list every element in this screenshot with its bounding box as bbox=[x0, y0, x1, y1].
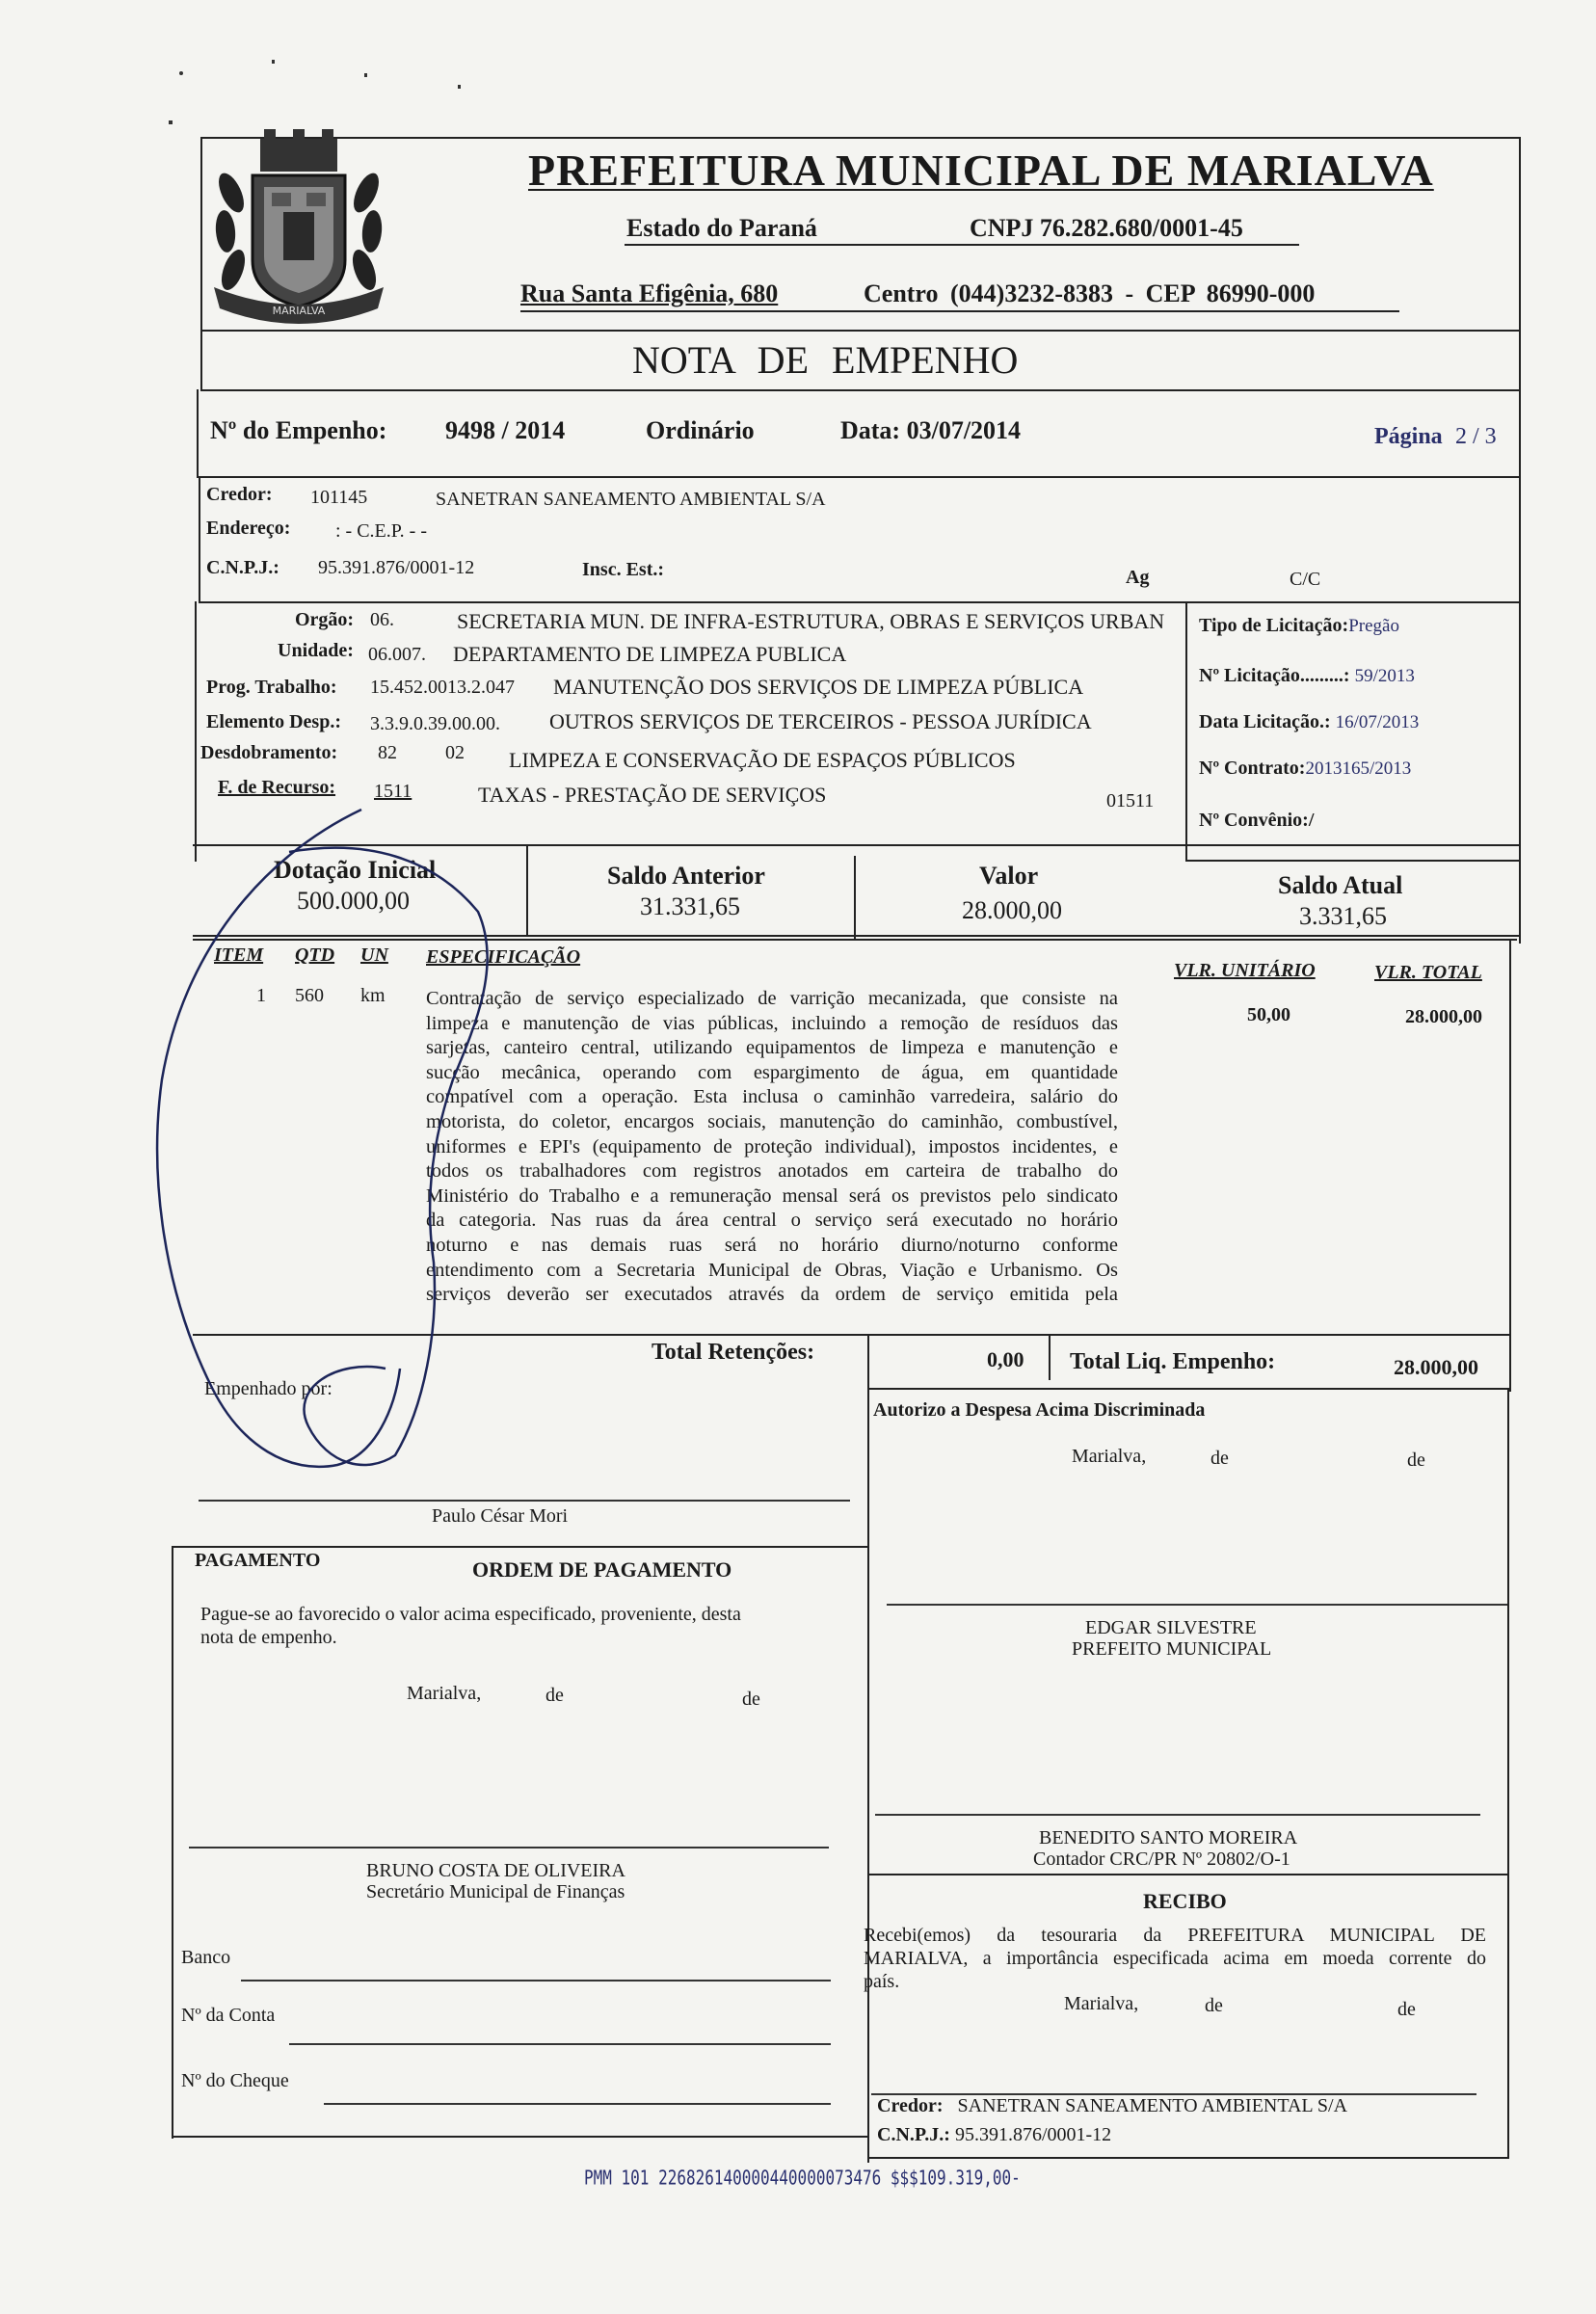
fonte-code: 1511 bbox=[374, 781, 412, 802]
recibo-city: Marialva, bbox=[1064, 1993, 1139, 2014]
pagamento-text-1: Pague-se ao favorecido o valor acima especificado, proveniente, desta bbox=[200, 1604, 741, 1625]
contador-name: BENEDITO SANTO MOREIRA bbox=[1039, 1827, 1298, 1849]
spec-line: uniformes e EPI's (equipamento de proteção individual), impostos incidentes, e bbox=[426, 1135, 1118, 1157]
item-unit: 50,00 bbox=[1247, 1004, 1290, 1025]
desd-code1: 82 bbox=[378, 742, 397, 763]
recibo-text bbox=[864, 1924, 1486, 1993]
contador-sigline bbox=[875, 1814, 1480, 1816]
unidade-desc: DEPARTAMENTO DE LIMPEZA PUBLICA bbox=[453, 642, 847, 666]
credor-label: Credor: bbox=[206, 484, 273, 505]
saldo-atual-label: Saldo Atual bbox=[1278, 871, 1403, 899]
elem-code: 3.3.9.0.39.00.00. bbox=[370, 713, 500, 734]
empenho-num-label: Nº do Empenho: bbox=[210, 416, 387, 444]
spec-line: Contratação de serviço especializado de varrição mecanizada, que consiste na bbox=[426, 988, 1118, 1009]
contador-role: Contador CRC/PR Nº 20802/O-1 bbox=[1033, 1849, 1290, 1870]
licit-convenio: Nº Convênio:/ bbox=[1199, 810, 1315, 831]
licit-data-label: Data Licitação.: bbox=[1199, 711, 1331, 732]
empenhado-sigline bbox=[199, 1500, 850, 1502]
pagamento-de2: de bbox=[742, 1689, 760, 1710]
empenho-type: Ordinário bbox=[646, 416, 755, 444]
recibo-de2: de bbox=[1397, 1999, 1416, 2020]
endereco-label: Endereço: bbox=[206, 518, 291, 539]
licit-contrato-value: 2013165/2013 bbox=[1305, 758, 1412, 779]
recibo-cnpj-label: C.N.P.J.: bbox=[877, 2124, 950, 2145]
recibo-line: país. bbox=[864, 1971, 900, 1992]
col-item: ITEM bbox=[214, 944, 264, 966]
ag-label: Ag bbox=[1126, 567, 1150, 588]
pagamento-label: PAGAMENTO bbox=[195, 1550, 321, 1571]
item-qtd: 560 bbox=[295, 985, 324, 1006]
doc-title: NOTA DE EMPENHO bbox=[632, 338, 1019, 382]
financas-role: Secretário Municipal de Finanças bbox=[366, 1881, 625, 1902]
retencoes-label: Total Retenções: bbox=[652, 1340, 815, 1365]
col-spec: ESPECIFICAÇÃO bbox=[426, 946, 581, 968]
licit-num-value: 59/2013 bbox=[1354, 666, 1415, 686]
spec-line: entendimento com a Secretaria Municipal de Obras, Viação e Urbanismo. Os bbox=[426, 1259, 1118, 1281]
financas-sigline bbox=[189, 1847, 829, 1849]
prefeito-sigline bbox=[887, 1604, 1507, 1606]
pagamento-text-2: nota de empenho. bbox=[200, 1627, 337, 1648]
col-total: VLR. TOTAL bbox=[1374, 962, 1482, 983]
col-unit: VLR. UNITÁRIO bbox=[1174, 960, 1316, 981]
cheque-field[interactable] bbox=[324, 2103, 831, 2105]
licit-num bbox=[1199, 665, 1415, 687]
empenho-num-value: 9498 / 2014 bbox=[445, 416, 566, 444]
autorizo-de1: de bbox=[1210, 1448, 1229, 1469]
spec-line: serviços deverão ser executados através da ordem de serviço emitida pela bbox=[426, 1284, 1118, 1306]
dotacao-inicial-label: Dotação Inicial bbox=[274, 856, 437, 884]
recibo-cnpj bbox=[877, 2124, 1111, 2146]
paper-speck bbox=[458, 85, 461, 89]
spec-line: da categoria. Nas ruas da área central o serviço será executado no horário bbox=[426, 1210, 1118, 1232]
cnpj-label: C.N.P.J.: bbox=[206, 557, 279, 578]
licit-tipo-label: Tipo de Licitação: bbox=[1199, 615, 1349, 636]
licit-data-value: 16/07/2013 bbox=[1335, 712, 1420, 732]
spec-line: sarjetas, canteiro central, utilizando equipamentos de limpeza e manutenção e bbox=[426, 1037, 1118, 1059]
pagamento-city: Marialva, bbox=[407, 1683, 482, 1704]
recibo-line: Recebi(emos) da tesouraria da PREFEITURA MUNICIPAL DE bbox=[864, 1925, 1486, 1946]
autorizo-de2: de bbox=[1407, 1450, 1425, 1471]
licit-contrato bbox=[1199, 758, 1411, 780]
recibo-title: RECIBO bbox=[1143, 1889, 1227, 1913]
col-un: UN bbox=[360, 944, 388, 966]
liq-value: 28.000,00 bbox=[1394, 1355, 1478, 1379]
item-total: 28.000,00 bbox=[1405, 1006, 1482, 1027]
cheque-label: Nº do Cheque bbox=[181, 2070, 289, 2091]
licit-tipo-value: Pregão bbox=[1348, 616, 1399, 636]
dotacao-inicial-value: 500.000,00 bbox=[297, 887, 410, 915]
pagamento-de1: de bbox=[545, 1685, 564, 1706]
header-cnpj: CNPJ 76.282.680/0001-45 bbox=[970, 214, 1243, 242]
conta-field[interactable] bbox=[289, 2043, 831, 2045]
prefeito-name: EDGAR SILVESTRE bbox=[1085, 1617, 1257, 1638]
elem-desc: OUTROS SERVIÇOS DE TERCEIROS - PESSOA JURÍDICA bbox=[549, 709, 1092, 733]
recibo-credor-value: SANETRAN SANEAMENTO AMBIENTAL S/A bbox=[957, 2095, 1348, 2116]
banco-field[interactable] bbox=[241, 1980, 831, 1982]
retencoes-value: 0,00 bbox=[987, 1347, 1024, 1371]
licit-tipo bbox=[1199, 615, 1399, 637]
fonte-code2: 01511 bbox=[1106, 790, 1155, 811]
orgao-desc: SECRETARIA MUN. DE INFRA-ESTRUTURA, OBRAS E SERVIÇOS URBAN bbox=[457, 609, 1165, 633]
conta-label: Nº da Conta bbox=[181, 2005, 276, 2026]
desd-desc: LIMPEZA E CONSERVAÇÃO DE ESPAÇOS PÚBLICOS bbox=[509, 748, 1016, 772]
prog-label: Prog. Trabalho: bbox=[206, 677, 337, 698]
item-un: km bbox=[360, 985, 386, 1006]
paper-speck bbox=[169, 120, 173, 124]
page-label: Página bbox=[1374, 424, 1443, 449]
paper-speck bbox=[272, 60, 275, 64]
prefeito-role: PREFEITO MUNICIPAL bbox=[1072, 1638, 1272, 1660]
spec-line: limpeza e manutenção de vias públicas, incluindo a remoção de resíduos das bbox=[426, 1012, 1118, 1034]
fonte-label: F. de Recurso: bbox=[218, 777, 336, 798]
empenhado-name: Paulo César Mori bbox=[432, 1505, 569, 1527]
cnpj-value: 95.391.876/0001-12 bbox=[318, 557, 475, 578]
autorizo-text: Autorizo a Despesa Acima Discriminada bbox=[873, 1399, 1206, 1421]
pagamento-title: ORDEM DE PAGAMENTO bbox=[472, 1557, 732, 1582]
unidade-code: 06.007. bbox=[368, 644, 426, 665]
header-state: Estado do Paraná bbox=[626, 214, 817, 242]
insc-label: Insc. Est.: bbox=[582, 559, 665, 580]
endereco-value: : - C.E.P. - - bbox=[335, 520, 427, 542]
header-underline bbox=[625, 244, 1299, 246]
valor-label: Valor bbox=[979, 862, 1039, 890]
coat-of-arms bbox=[204, 125, 393, 330]
valor-value: 28.000,00 bbox=[962, 896, 1062, 924]
paper-speck bbox=[364, 73, 367, 77]
spec-line: compatível com a operação. Esta inclusa o caminhão varredeira, salário do bbox=[426, 1086, 1118, 1108]
licit-num-label: Nº Licitação.........: bbox=[1199, 665, 1350, 686]
desd-label: Desdobramento: bbox=[200, 742, 338, 763]
credor-code: 101145 bbox=[310, 487, 368, 508]
saldo-atual-value: 3.331,65 bbox=[1299, 902, 1387, 930]
recibo-line: MARIALVA, a importância especificada acima em moeda corrente do bbox=[864, 1948, 1486, 1969]
prog-desc: MANUTENÇÃO DOS SERVIÇOS DE LIMPEZA PÚBLICA bbox=[553, 675, 1084, 699]
recibo-de1: de bbox=[1205, 1995, 1223, 2016]
svg-text:MARIALVA: MARIALVA bbox=[272, 305, 326, 317]
unidade-label: Unidade: bbox=[278, 640, 354, 661]
spec-line: Ministério do Trabalho e a remuneração mensal será os previstos pelo sindicato bbox=[426, 1184, 1118, 1207]
spec-line: todos os trabalhadores com registros anotados em carteira de trabalho do bbox=[426, 1160, 1118, 1183]
prog-code: 15.452.0013.2.047 bbox=[370, 677, 515, 698]
spec-line: motorista, do coletor, encargos sociais, manutenção do caminhão, combustível, bbox=[426, 1110, 1118, 1132]
saldo-anterior-label: Saldo Anterior bbox=[607, 862, 765, 890]
autorizo-city: Marialva, bbox=[1072, 1446, 1147, 1467]
liq-label: Total Liq. Empenho: bbox=[1070, 1349, 1276, 1374]
elem-label: Elemento Desp.: bbox=[206, 711, 341, 732]
recibo-credor-label: Credor: bbox=[877, 2095, 944, 2116]
spec-line: noturno e nas demais ruas será no horário diurno/noturno conforme bbox=[426, 1234, 1118, 1256]
orgao-label: Orgão: bbox=[295, 609, 355, 630]
header-street: Rua Santa Efigênia, 680 bbox=[520, 279, 779, 307]
empenho-date: Data: 03/07/2014 bbox=[840, 416, 1022, 444]
spec-line: sucção mecânica, operando com espargimento de água, em quantidade bbox=[426, 1061, 1118, 1083]
col-qtd: QTD bbox=[295, 944, 335, 966]
licit-data bbox=[1199, 711, 1419, 733]
credor-name: SANETRAN SANEAMENTO AMBIENTAL S/A bbox=[436, 489, 826, 510]
licit-contrato-label: Nº Contrato: bbox=[1199, 758, 1306, 779]
page-value: 2 / 3 bbox=[1455, 424, 1497, 449]
banco-label: Banco bbox=[181, 1947, 231, 1968]
empenhado-label: Empenhado por: bbox=[204, 1378, 332, 1399]
cc-label: C/C bbox=[1290, 569, 1321, 590]
header-underline bbox=[520, 310, 1399, 312]
desd-code2: 02 bbox=[445, 742, 465, 763]
fonte-desc: TAXAS - PRESTAÇÃO DE SERVIÇOS bbox=[478, 783, 827, 807]
saldo-anterior-value: 31.331,65 bbox=[640, 892, 740, 920]
orgao-code: 06. bbox=[370, 609, 394, 630]
bank-stamp: PMM 101 226826140000440000073476 $$$109.319,00- bbox=[584, 2166, 1021, 2190]
paper-speck bbox=[179, 71, 183, 75]
financas-name: BRUNO COSTA DE OLIVEIRA bbox=[366, 1860, 625, 1881]
header-contact: Centro (044)3232-8383 - CEP 86990-000 bbox=[864, 279, 1316, 307]
recibo-credor bbox=[877, 2095, 1347, 2117]
item-num: 1 bbox=[256, 985, 266, 1006]
header-title: PREFEITURA MUNICIPAL DE MARIALVA bbox=[528, 146, 1434, 195]
pen-scribble bbox=[145, 790, 598, 1484]
recibo-cnpj-value: 95.391.876/0001-12 bbox=[954, 2124, 1112, 2145]
